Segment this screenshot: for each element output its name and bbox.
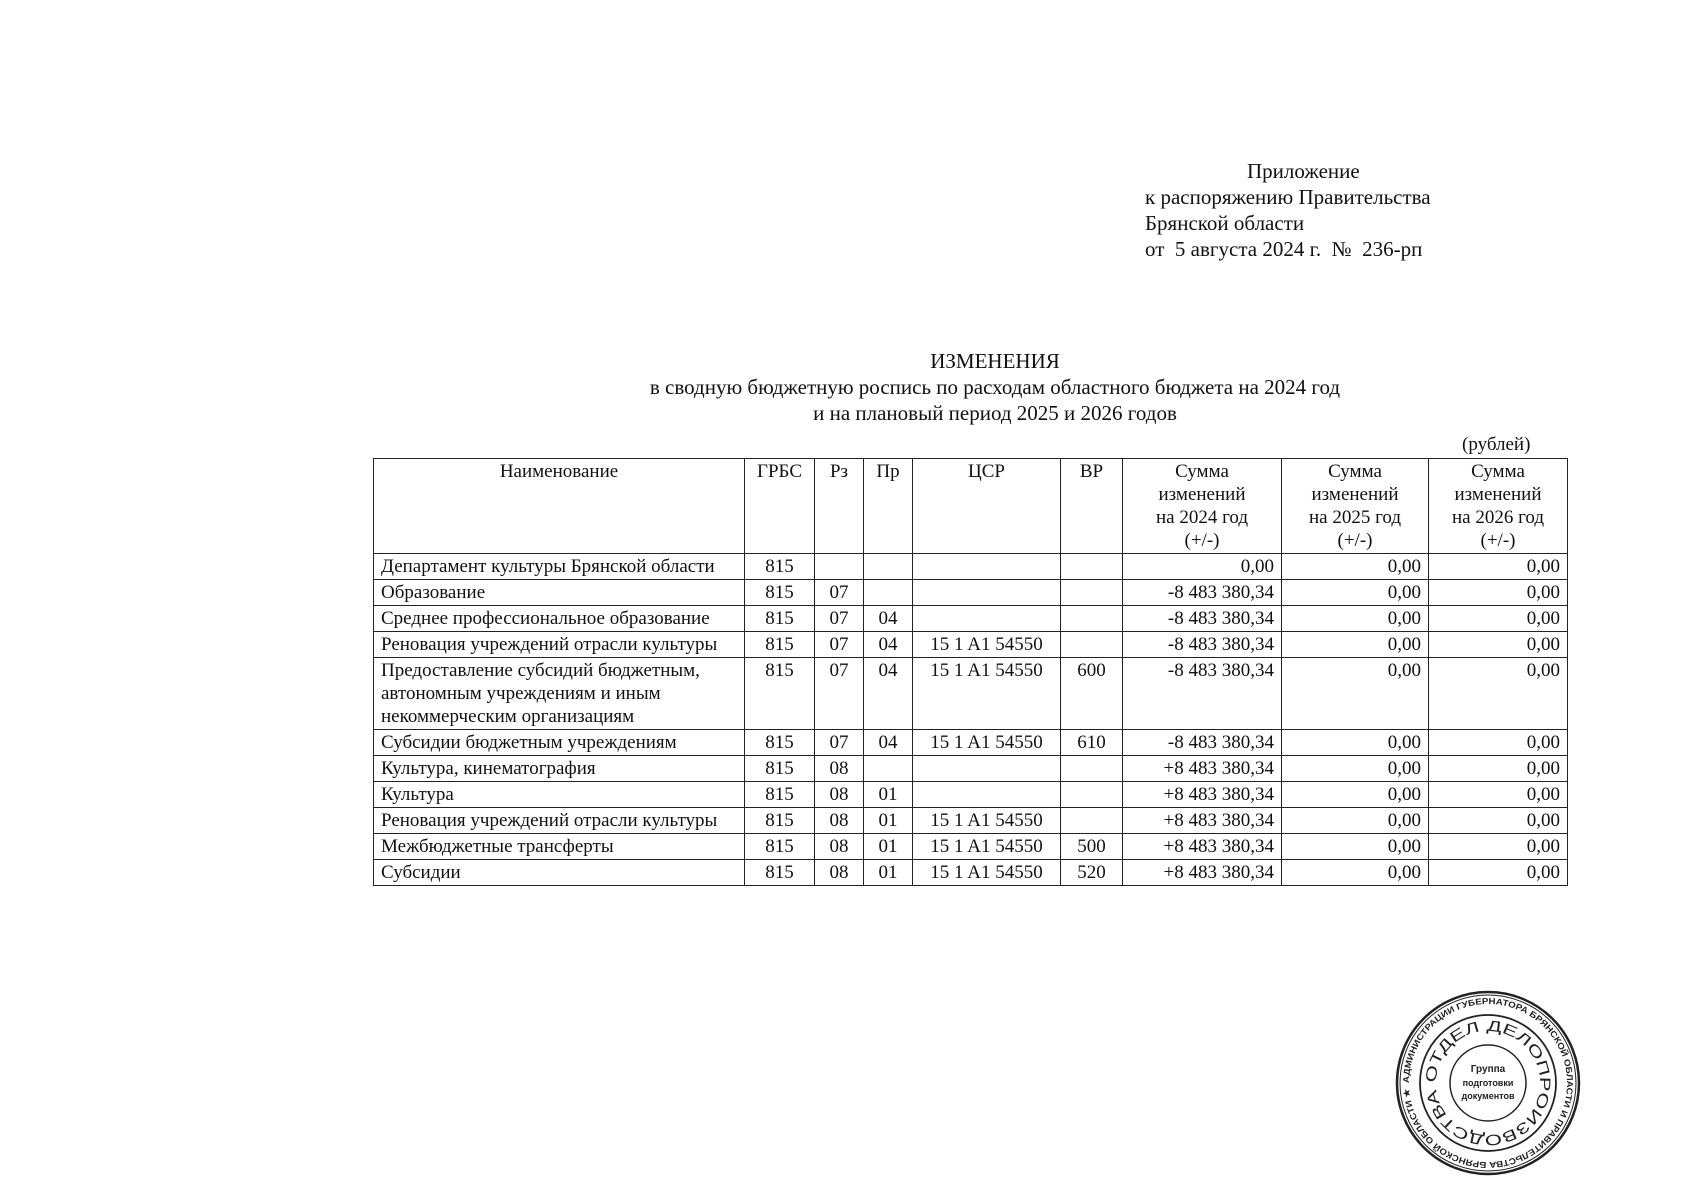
cell-grbs: 815 — [745, 730, 815, 756]
cell-sum-2026: 0,00 — [1429, 808, 1568, 834]
cell-pr — [864, 580, 913, 606]
cell-name: Реновация учреждений отрасли культуры — [374, 632, 745, 658]
cell-csr — [913, 782, 1061, 808]
table-row — [374, 756, 1568, 782]
office-stamp — [1395, 990, 1581, 1176]
cell-sum-2025: 0,00 — [1282, 808, 1429, 834]
cell-vr — [1061, 782, 1123, 808]
cell-rz: 07 — [815, 632, 864, 658]
cell-vr: 500 — [1061, 834, 1123, 860]
cell-csr — [913, 554, 1061, 580]
cell-rz — [815, 554, 864, 580]
title-line-2: в сводную бюджетную роспись по расходам областного бюджета на 2024 год — [649, 375, 1341, 399]
cell-sum-2025: 0,00 — [1282, 580, 1429, 606]
cell-name: Реновация учреждений отрасли культуры — [374, 808, 745, 834]
cell-pr: 04 — [864, 658, 913, 730]
cell-csr: 15 1 A1 54550 — [913, 834, 1061, 860]
table-row — [374, 860, 1568, 886]
header-sum-2024-l1: Сумма — [1175, 461, 1229, 482]
header-sum-2026-l3: на 2026 год — [1451, 507, 1545, 528]
cell-sum-2025: 0,00 — [1282, 658, 1429, 730]
cell-grbs: 815 — [745, 782, 815, 808]
cell-csr: 15 1 A1 54550 — [913, 658, 1061, 730]
cell-sum-2026: 0,00 — [1429, 834, 1568, 860]
header-sum-2025-l2: изменений — [1311, 484, 1399, 505]
stamp-outer-textpath: АДМИНИСТРАЦИИ ГУБЕРНАТОРА БРЯНСКОЙ ОБЛАСТИ И ПРАВИТЕЛЬСТВА БРЯНСКОЙ ОБЛАСТИ ★ — [1400, 995, 1576, 1171]
cell-sum-2025: 0,00 — [1282, 632, 1429, 658]
cell-csr: 15 1 A1 54550 — [913, 808, 1061, 834]
title-heading: ИЗМЕНЕНИЯ — [930, 349, 1060, 373]
cell-name: Культура — [374, 782, 745, 808]
appendix-line-2: к распоряжению Правительства — [1145, 185, 1431, 209]
cell-grbs: 815 — [745, 860, 815, 886]
table-row — [374, 808, 1568, 834]
cell-sum-2024: -8 483 380,34 — [1123, 658, 1282, 730]
cell-sum-2024: +8 483 380,34 — [1123, 834, 1282, 860]
cell-rz: 08 — [815, 834, 864, 860]
header-sum-2025-l1: Сумма — [1328, 461, 1382, 482]
cell-csr: 15 1 A1 54550 — [913, 632, 1061, 658]
cell-grbs: 815 — [745, 756, 815, 782]
budget-changes-table — [373, 458, 1568, 886]
cell-vr — [1061, 580, 1123, 606]
cell-pr: 01 — [864, 834, 913, 860]
table-row — [374, 782, 1568, 808]
cell-sum-2026: 0,00 — [1429, 606, 1568, 632]
cell-grbs: 815 — [745, 658, 815, 730]
cell-name: Департамент культуры Брянской области — [374, 554, 745, 580]
cell-name: Образование — [374, 580, 745, 606]
table-row — [374, 658, 1568, 730]
table-row — [374, 580, 1568, 606]
stamp-middle-textpath: ОТДЕЛ ДЕЛОПРОИЗВОДСТВА — [1422, 1017, 1554, 1149]
table-row — [374, 730, 1568, 756]
cell-rz: 08 — [815, 756, 864, 782]
cell-csr: 15 1 A1 54550 — [913, 860, 1061, 886]
cell-sum-2025: 0,00 — [1282, 782, 1429, 808]
header-sum-2025 — [1282, 459, 1429, 554]
cell-grbs: 815 — [745, 554, 815, 580]
stamp-center-line-2: подготовки — [1462, 1078, 1514, 1088]
cell-name: Межбюджетные трансферты — [374, 834, 745, 860]
cell-vr — [1061, 756, 1123, 782]
title-line-3: и на плановый период 2025 и 2026 годов — [813, 401, 1177, 425]
units-label: (рублей) — [1462, 434, 1531, 455]
cell-sum-2026: 0,00 — [1429, 756, 1568, 782]
header-vr: ВР — [1061, 459, 1123, 554]
cell-grbs: 815 — [745, 606, 815, 632]
cell-pr: 01 — [864, 860, 913, 886]
cell-sum-2026: 0,00 — [1429, 860, 1568, 886]
cell-sum-2025: 0,00 — [1282, 860, 1429, 886]
cell-pr — [864, 756, 913, 782]
cell-grbs: 815 — [745, 632, 815, 658]
cell-sum-2025: 0,00 — [1282, 554, 1429, 580]
stamp-center-line-3: документов — [1461, 1091, 1515, 1101]
cell-sum-2026: 0,00 — [1429, 554, 1568, 580]
cell-grbs: 815 — [745, 808, 815, 834]
cell-csr — [913, 756, 1061, 782]
table-row — [374, 834, 1568, 860]
header-csr: ЦСР — [913, 459, 1061, 554]
cell-name: Культура, кинематография — [374, 756, 745, 782]
header-sum-2026-l2: изменений — [1454, 484, 1542, 505]
cell-sum-2024: +8 483 380,34 — [1123, 808, 1282, 834]
appendix-title: Приложение — [1247, 159, 1360, 183]
table-row — [374, 554, 1568, 580]
cell-sum-2025: 0,00 — [1282, 606, 1429, 632]
cell-grbs: 815 — [745, 580, 815, 606]
cell-pr — [864, 554, 913, 580]
cell-sum-2025: 0,00 — [1282, 730, 1429, 756]
cell-pr: 01 — [864, 808, 913, 834]
cell-sum-2024: -8 483 380,34 — [1123, 632, 1282, 658]
header-sum-2026 — [1429, 459, 1568, 554]
table-row — [374, 632, 1568, 658]
cell-rz: 07 — [815, 658, 864, 730]
appendix-block — [1145, 158, 1431, 262]
header-pr: Пр — [864, 459, 913, 554]
table-row — [374, 606, 1568, 632]
cell-vr — [1061, 632, 1123, 658]
cell-sum-2024: -8 483 380,34 — [1123, 606, 1282, 632]
cell-name: Субсидии бюджетным учреждениям — [374, 730, 745, 756]
cell-name: Предоставление субсидий бюджетным, автономным учреждениям и иным некоммерческим организациям — [374, 658, 745, 730]
header-grbs: ГРБС — [745, 459, 815, 554]
cell-vr: 600 — [1061, 658, 1123, 730]
cell-vr: 520 — [1061, 860, 1123, 886]
cell-vr — [1061, 808, 1123, 834]
cell-sum-2026: 0,00 — [1429, 580, 1568, 606]
cell-sum-2025: 0,00 — [1282, 756, 1429, 782]
cell-sum-2024: -8 483 380,34 — [1123, 580, 1282, 606]
cell-name: Среднее профессиональное образование — [374, 606, 745, 632]
cell-sum-2024: +8 483 380,34 — [1123, 756, 1282, 782]
header-rz: Рз — [815, 459, 864, 554]
cell-sum-2024: -8 483 380,34 — [1123, 730, 1282, 756]
cell-rz: 07 — [815, 730, 864, 756]
table-header-row — [374, 459, 1568, 554]
header-sum-2024-l3: на 2024 год — [1155, 507, 1249, 528]
cell-pr: 04 — [864, 606, 913, 632]
header-sum-2024-l4: (+/-) — [1184, 530, 1220, 551]
cell-name: Субсидии — [374, 860, 745, 886]
header-sum-2024 — [1123, 459, 1282, 554]
cell-vr: 610 — [1061, 730, 1123, 756]
cell-sum-2026: 0,00 — [1429, 658, 1568, 730]
cell-sum-2025: 0,00 — [1282, 834, 1429, 860]
cell-sum-2024: +8 483 380,34 — [1123, 782, 1282, 808]
appendix-line-4: от 5 августа 2024 г. № 236-рп — [1145, 237, 1423, 261]
document-title — [370, 348, 1620, 426]
cell-sum-2024: +8 483 380,34 — [1123, 860, 1282, 886]
cell-csr: 15 1 A1 54550 — [913, 730, 1061, 756]
cell-rz: 08 — [815, 808, 864, 834]
stamp-center-line-1: Группа — [1470, 1064, 1506, 1075]
cell-rz: 08 — [815, 782, 864, 808]
header-sum-2024-l2: изменений — [1158, 484, 1246, 505]
cell-sum-2026: 0,00 — [1429, 632, 1568, 658]
header-sum-2026-l4: (+/-) — [1480, 530, 1516, 551]
cell-vr — [1061, 606, 1123, 632]
header-sum-2025-l4: (+/-) — [1337, 530, 1373, 551]
cell-sum-2024: 0,00 — [1123, 554, 1282, 580]
cell-csr — [913, 606, 1061, 632]
cell-pr: 04 — [864, 730, 913, 756]
cell-pr: 04 — [864, 632, 913, 658]
cell-sum-2026: 0,00 — [1429, 782, 1568, 808]
cell-rz: 07 — [815, 580, 864, 606]
cell-rz: 08 — [815, 860, 864, 886]
header-name: Наименование — [374, 459, 745, 554]
cell-rz: 07 — [815, 606, 864, 632]
cell-pr: 01 — [864, 782, 913, 808]
cell-sum-2026: 0,00 — [1429, 730, 1568, 756]
cell-grbs: 815 — [745, 834, 815, 860]
header-sum-2026-l1: Сумма — [1471, 461, 1525, 482]
header-sum-2025-l3: на 2025 год — [1308, 507, 1402, 528]
cell-vr — [1061, 554, 1123, 580]
cell-csr — [913, 580, 1061, 606]
appendix-line-3: Брянской области — [1145, 211, 1305, 235]
